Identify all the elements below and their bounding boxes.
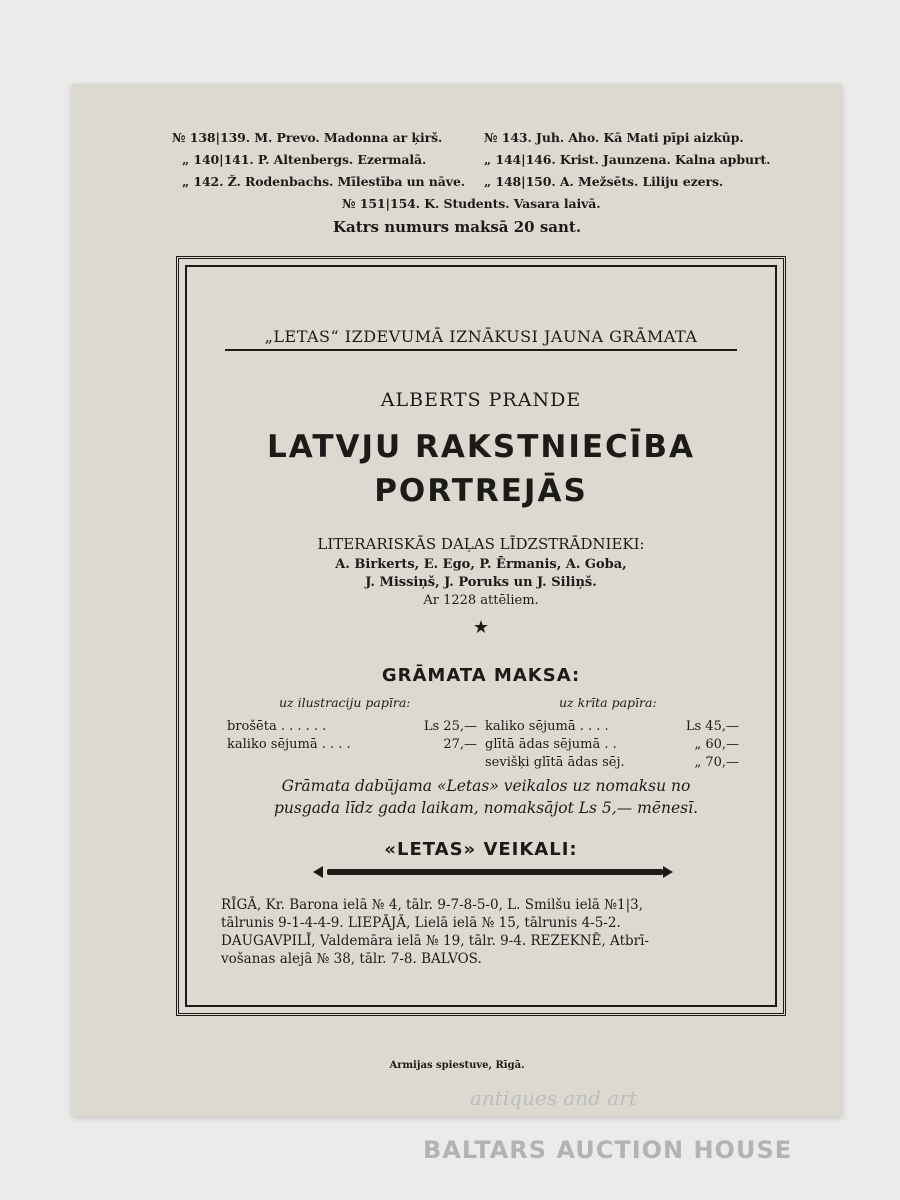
decorative-rule bbox=[327, 869, 663, 875]
series-item: № 143. Juh. Aho. Kā Mati pīpi aizkūp. bbox=[484, 130, 744, 145]
series-item: № 151|154. K. Students. Vasara laivā. bbox=[342, 196, 601, 211]
price-column-heading-left: uz ilustraciju papīra: bbox=[279, 695, 411, 710]
shops-heading: «LETAS» VEIKALI: bbox=[384, 839, 578, 860]
contributors-line: A. Birkerts, E. Ego, P. Ērmanis, A. Goba, bbox=[335, 557, 627, 572]
watermark-tagline: antiques and art bbox=[470, 1086, 637, 1110]
contributors-heading: LITERARISKĀS DAĻAS LĪDZSTRĀDNIEKI: bbox=[317, 535, 645, 553]
price-value: Ls 25,— bbox=[423, 719, 477, 734]
shop-address-line: vošanas alejā № 38, tālr. 7-8. BALVOS. bbox=[221, 951, 482, 967]
installment-note: pusgada līdz gada laikam, nomaksājot Ls 5,— mēnesī. bbox=[273, 799, 699, 817]
ad-header: „LETAS“ IZDEVUMĀ IZNĀKUSI JAUNA GRĀMATA bbox=[264, 327, 698, 346]
price-label: kaliko sējumā . . . . bbox=[485, 719, 609, 734]
price-value: „ 70,— bbox=[694, 755, 739, 770]
illustrations-count: Ar 1228 attēliem. bbox=[423, 593, 539, 608]
shop-address-line: DAUGAVPILĪ, Valdemāra ielā № 19, tālr. 9-4. REZEKNĒ, Atbrī- bbox=[221, 933, 649, 949]
rule-end-left-icon bbox=[313, 866, 323, 878]
installment-note: Grāmata dabūjama «Letas» veikalos uz nomaksu no bbox=[281, 777, 691, 795]
price-label: kaliko sējumā . . . . bbox=[227, 737, 351, 752]
price-value: „ 60,— bbox=[694, 737, 739, 752]
series-item: „ 140|141. P. Altenbergs. Ezermalā. bbox=[182, 152, 427, 167]
price-heading: GRĀMATA MAKSA: bbox=[381, 665, 581, 686]
price-label: sevišķi glītā ādas sēj. bbox=[485, 755, 625, 770]
series-item: „ 144|146. Krist. Jaunzena. Kalna apburt. bbox=[484, 152, 771, 167]
printer-imprint: Armijas spiestuve, Rīgā. bbox=[389, 1060, 525, 1071]
star-ornament: ★ bbox=[472, 617, 490, 638]
contributors-line: J. Missiņš, J. Poruks un J. Siliņš. bbox=[365, 575, 597, 590]
advertisement-frame bbox=[176, 256, 786, 1016]
shop-address-line: tālrunis 9-1-4-4-9. LIEPĀJĀ, Lielā ielā № 15, tālrunis 4-5-2. bbox=[221, 915, 621, 931]
book-author: ALBERTS PRANDE bbox=[380, 389, 582, 411]
price-value: Ls 45,— bbox=[685, 719, 739, 734]
price-label: glītā ādas sējumā . . bbox=[485, 737, 617, 752]
shop-address-line: RĪGĀ, Kr. Barona ielā № 4, tālr. 9-7-8-5-0, L. Smilšu ielā №1|3, bbox=[221, 897, 644, 913]
series-item: „ 148|150. A. Mežsēts. Liliju ezers. bbox=[484, 174, 724, 189]
series-price: Katrs numurs maksā 20 sant. bbox=[332, 218, 582, 236]
price-value: 27,— bbox=[443, 737, 477, 752]
book-title-line1: LATVJU RAKSTNIECĪBA bbox=[267, 429, 695, 465]
price-column-heading-right: uz krīta papīra: bbox=[559, 695, 657, 710]
price-label: brošēta . . . . . . bbox=[227, 719, 327, 734]
header-underline bbox=[225, 349, 737, 351]
series-item: № 138|139. M. Prevo. Madonna ar ķirš. bbox=[172, 130, 443, 145]
series-item: „ 142. Ž. Rodenbachs. Mīlestība un nāve. bbox=[182, 174, 466, 189]
watermark-brand: BALTARS AUCTION HOUSE bbox=[423, 1136, 793, 1164]
advertisement-inner-frame bbox=[185, 265, 777, 1007]
book-title-line2: PORTREJĀS bbox=[374, 473, 588, 509]
rule-end-right-icon bbox=[663, 866, 673, 878]
document-page bbox=[72, 84, 842, 1116]
